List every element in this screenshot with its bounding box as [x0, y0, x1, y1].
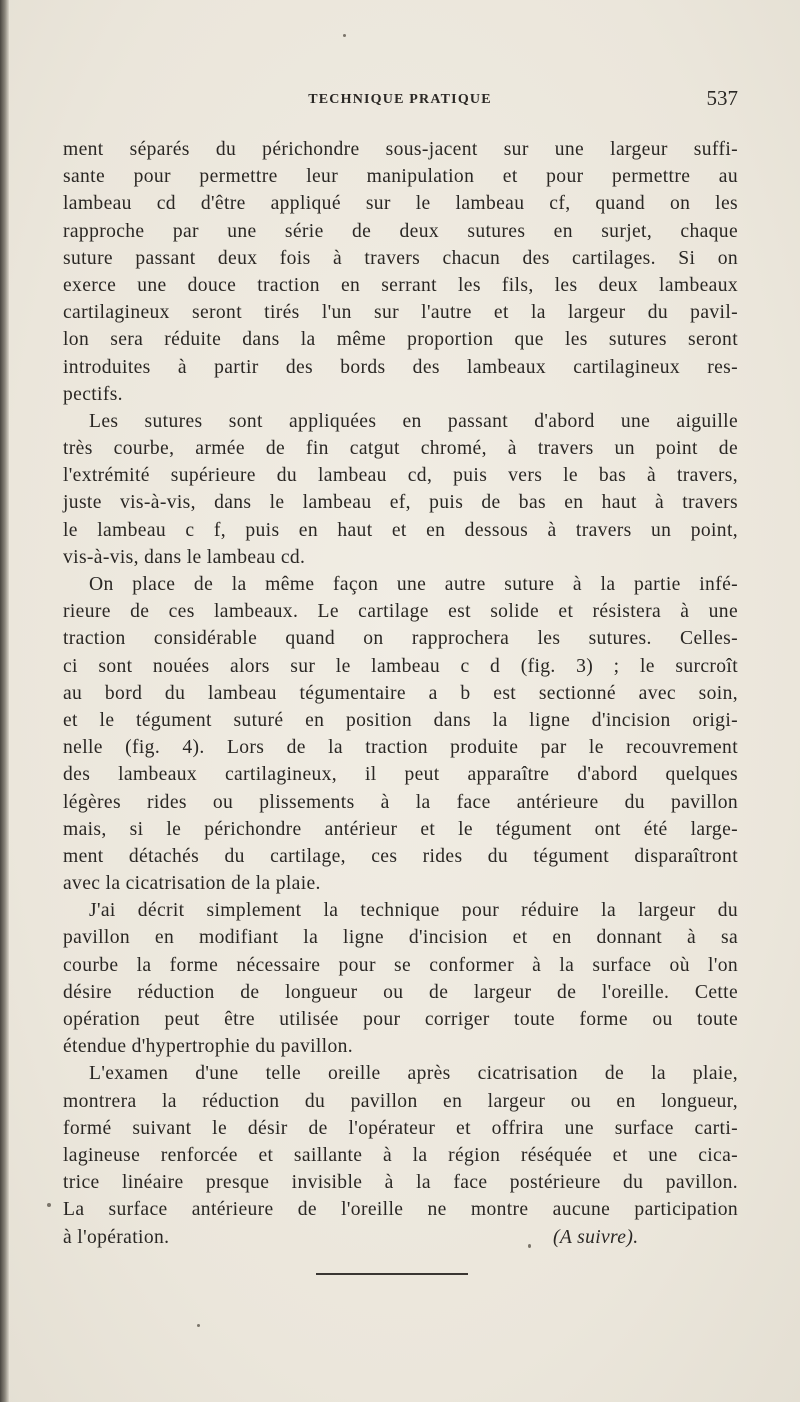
text-line: légères rides ou plissements à la face antérieure du pavillon	[63, 791, 738, 813]
text-line: opération peut être utilisée pour corriger toute forme ou toute	[63, 1009, 738, 1030]
text-line: formé suivant le désir de l'opérateur et offrira une surface carti-	[63, 1117, 738, 1139]
text-line: lagineuse renforcée et saillante à la région réséquée et une cica-	[63, 1144, 738, 1166]
text-line: au bord du lambeau tégumentaire a b est sectionné avec soin,	[63, 682, 738, 704]
text-line: suture passant deux fois à travers chacun des cartilages. Si on	[63, 247, 738, 269]
text-line: pavillon en modifiant la ligne d'incision et en donnant à sa	[63, 927, 738, 949]
paper-speck	[47, 1203, 51, 1207]
text-line: lambeau cd d'être appliqué sur le lambeau cf, quand on les	[63, 193, 738, 215]
paragraph	[63, 1060, 738, 1223]
text-line: nelle (fig. 4). Lors de la traction produite par le recouvrement	[63, 737, 738, 759]
text-line: On place de la même façon une autre suture à la partie infé-	[89, 574, 738, 595]
paper-speck	[343, 34, 346, 37]
paper-speck	[528, 1244, 531, 1248]
text-line: L'examen d'une telle oreille après cicatrisation de la plaie,	[89, 1063, 738, 1085]
text-line: ment séparés du périchondre sous-jacent sur une largeur suffi-	[63, 139, 738, 160]
text-line: le lambeau c f, puis en haut et en dessous à travers un point,	[63, 519, 738, 541]
text-line: J'ai décrit simplement la technique pour réduire la largeur du	[89, 900, 738, 922]
text-line: exerce une douce traction en serrant les fils, les deux lambeaux	[63, 274, 738, 296]
text-line: mais, si le périchondre antérieur et le tégument ont été large-	[63, 818, 738, 840]
closing-text: à l'opération.	[63, 1226, 170, 1248]
running-head	[62, 86, 738, 116]
text-line: avec la cicatrisation de la plaie.	[63, 873, 321, 895]
page-number: 537	[706, 86, 738, 110]
text-line: vis-à-vis, dans le lambeau cd.	[63, 546, 306, 568]
text-line: ment détachés du cartilage, ces rides du tégument disparaîtront	[63, 845, 738, 867]
text-line: La surface antérieure de l'oreille ne montre aucune participation	[63, 1199, 738, 1221]
text-line: montrera la réduction du pavillon en largeur ou en longueur,	[63, 1090, 738, 1112]
text-line: rieure de ces lambeaux. Le cartilage est solide et résistera à une	[63, 601, 738, 623]
text-line: trice linéaire presque invisible à la face postérieure du pavillon.	[63, 1172, 738, 1194]
paragraph	[63, 136, 738, 408]
text-line: juste vis-à-vis, dans le lambeau ef, puis de bas en haut à travers	[63, 492, 738, 514]
closing-line	[63, 1224, 738, 1251]
text-line: et le tégument suturé en position dans la ligne d'incision origi-	[63, 709, 738, 731]
continued-marker: (A suivre).	[553, 1226, 639, 1248]
text-line: courbe la forme nécessaire pour se conformer à la surface où l'on	[63, 954, 738, 976]
text-line: cartilagineux seront tirés l'un sur l'autre et la largeur du pavil-	[63, 302, 738, 324]
paragraph	[63, 408, 738, 571]
paragraph	[63, 571, 738, 897]
binding-edge	[0, 0, 9, 1402]
text-line: sante pour permettre leur manipulation et pour permettre au	[63, 166, 738, 188]
text-line: désire réduction de longueur ou de largeur de l'oreille. Cette	[63, 981, 738, 1003]
text-line: l'extrémité supérieure du lambeau cd, puis vers le bas à travers,	[63, 465, 738, 487]
text-line: Les sutures sont appliquées en passant d'abord une aiguille	[89, 410, 738, 432]
paper-speck	[197, 1324, 200, 1327]
text-line: ci sont nouées alors sur le lambeau c d (fig. 3) ; le surcroît	[63, 655, 738, 677]
text-line: introduites à partir des bords des lambeaux cartilagineux res-	[63, 356, 738, 378]
text-line: lon sera réduite dans la même proportion que les sutures seront	[63, 329, 738, 351]
body-text	[63, 136, 738, 1251]
text-line: très courbe, armée de fin catgut chromé, à travers un point de	[63, 438, 738, 460]
running-title: TECHNIQUE PRATIQUE	[308, 92, 492, 107]
text-line: pectifs.	[63, 383, 123, 405]
text-line: étendue d'hypertrophie du pavillon.	[63, 1036, 354, 1058]
end-rule	[316, 1273, 468, 1275]
text-line: traction considérable quand on rapprochera les sutures. Celles-	[63, 628, 738, 650]
text-line: des lambeaux cartilagineux, il peut apparaître d'abord quelques	[63, 764, 738, 786]
text-line: rapproche par une série de deux sutures en surjet, chaque	[63, 220, 738, 242]
paragraph	[63, 897, 738, 1060]
